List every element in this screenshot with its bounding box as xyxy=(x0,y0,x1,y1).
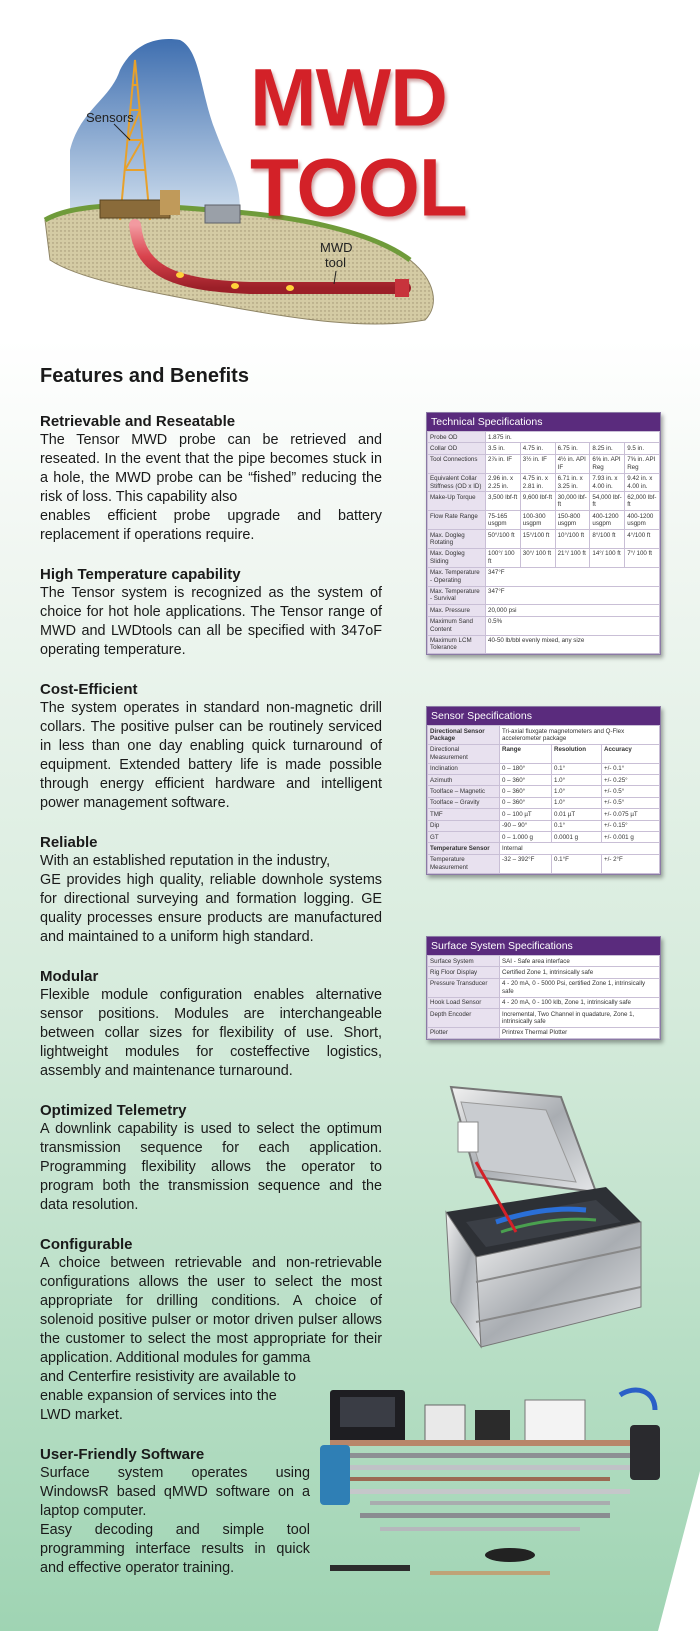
table-cell: Rig Floor Display xyxy=(428,967,500,978)
feature-heading: High Temperature capability xyxy=(40,566,241,583)
table-cell: 7.93 in. x 4.00 in. xyxy=(590,473,625,492)
table-cell: 15°/100 ft xyxy=(520,530,555,549)
mwd-tool-label: tool xyxy=(325,255,346,270)
table-cell: 150-800 usgpm xyxy=(555,511,590,530)
table-cell: 6.71 in. x 3.25 in. xyxy=(555,473,590,492)
table-cell: 400-1200 usgpm xyxy=(625,511,660,530)
table-row xyxy=(428,473,660,492)
table-cell: +/- 0.001 g xyxy=(602,832,660,843)
feature-text: The system operates in standard non-magnetic drill collars. The positive pulser can be routinely serviced in less than one day enabling quick turnaround of equipment. Extended battery life is made possible through energy efficient hardware and intelligent power management software. xyxy=(40,700,382,811)
table-row xyxy=(428,432,660,443)
table-cell: 6.75 in. xyxy=(555,443,590,454)
table-cell: 0 – 100 µT xyxy=(500,809,552,820)
table-cell: Inclination xyxy=(428,763,500,774)
table-row xyxy=(428,832,660,843)
table-cell: 54,000 lbf-ft xyxy=(590,492,625,511)
table-cell: 10°/100 ft xyxy=(555,530,590,549)
table-cell: 400-1200 usgpm xyxy=(590,511,625,530)
table-cell: Maximum Sand Content xyxy=(428,616,486,635)
table-cell: Hook Load Sensor xyxy=(428,997,500,1008)
feature-heading: User-Friendly Software xyxy=(40,1446,205,1463)
table-cell: Plotter xyxy=(428,1027,500,1038)
sensor-specifications-table xyxy=(426,706,661,875)
table-header-cell: Range xyxy=(500,744,552,763)
table-row xyxy=(428,763,660,774)
feature-text: The Tensor MWD probe can be retrieved and reseated. In the event that the pipe becomes stuck in a hole, the MWD probe can be “fished” reducing the risk of loss. This capability also xyxy=(40,432,382,505)
table-body xyxy=(428,956,660,1039)
table-cell: +/- 0.25° xyxy=(602,775,660,786)
table-cell: 4.75 in. xyxy=(520,443,555,454)
table-cell: 100°/ 100 ft xyxy=(486,548,521,567)
feature-high-temperature xyxy=(40,565,382,660)
feature-text: A downlink capability is used to select the optimum transmission sequence for each application. Programming flexibility allows the operator to program both the transmission sequence and the data resolution. xyxy=(40,1121,382,1213)
table-cell: 347°F xyxy=(486,567,660,586)
feature-heading: Modular xyxy=(40,968,99,985)
table-title: Technical Specifications xyxy=(427,413,660,431)
table-cell: -32 – 392°F xyxy=(500,854,552,873)
table-cell: 6⅝ in. API Reg xyxy=(590,454,625,473)
table-cell: 0 – 360° xyxy=(500,775,552,786)
table-cell: 0.0001 g xyxy=(552,832,602,843)
table-cell: 50°/100 ft xyxy=(486,530,521,549)
table-cell: 4°/100 ft xyxy=(625,530,660,549)
feature-modular xyxy=(40,967,382,1081)
table-body xyxy=(428,432,660,654)
table-cell: Toolface – Gravity xyxy=(428,797,500,808)
table-row xyxy=(428,511,660,530)
table-cell: Pressure Transducer xyxy=(428,978,500,997)
table-cell: Max. Temperature - Survival xyxy=(428,586,486,605)
table-cell: GT xyxy=(428,832,500,843)
table-cell: Max. Dogleg Sliding xyxy=(428,548,486,567)
table-cell: 2.96 in. x 2.25 in. xyxy=(486,473,521,492)
table-cell: Azimuth xyxy=(428,775,500,786)
table-cell: 3.5 in. xyxy=(486,443,521,454)
table-row xyxy=(428,548,660,567)
table-cell: 3,500 lbf-ft xyxy=(486,492,521,511)
table-row xyxy=(428,967,660,978)
table-title: Surface System Specifications xyxy=(427,937,660,955)
table-cell: Surface System xyxy=(428,956,500,967)
table-cell: 100-300 usgpm xyxy=(520,511,555,530)
table-cell: Max. Pressure xyxy=(428,605,486,616)
table-cell: Dip xyxy=(428,820,500,831)
table-cell: Tool Connections xyxy=(428,454,486,473)
table-header-row xyxy=(428,744,660,763)
table-cell: 8°/100 ft xyxy=(590,530,625,549)
table-cell: +/- 0.075 µT xyxy=(602,809,660,820)
table-cell: +/- 0.5° xyxy=(602,797,660,808)
table-cell: +/- 0.1° xyxy=(602,763,660,774)
feature-text: GE provides high quality, reliable downhole systems for directional surveying and formation logging. GE quality processes ensure products are manufactured and maintained to a uniform high standard. xyxy=(40,872,382,945)
feature-text: enables efficient probe upgrade and battery replacement if operations require. xyxy=(40,508,382,543)
table-title: Sensor Specifications xyxy=(427,707,660,725)
table-cell: Internal xyxy=(500,843,660,854)
table-cell: Max. Dogleg Rotating xyxy=(428,530,486,549)
feature-retrievable xyxy=(40,412,382,545)
feature-optimized-telemetry xyxy=(40,1101,382,1215)
feature-text: and Centerfire resistivity are available to enable expansion of services into the LWD market. xyxy=(40,1369,296,1423)
table-row xyxy=(428,997,660,1008)
table-cell: 4 - 20 mA, 0 - 100 klb, Zone 1, intrinsically safe xyxy=(500,997,660,1008)
table-cell: +/- 2°F xyxy=(602,854,660,873)
feature-text: With an established reputation in the industry, xyxy=(40,853,331,869)
table-row xyxy=(428,843,660,854)
table-row xyxy=(428,956,660,967)
technical-specifications-table xyxy=(426,412,661,655)
table-cell: +/- 0.15° xyxy=(602,820,660,831)
table-cell: 4.75 in. x 2.81 in. xyxy=(520,473,555,492)
page-title: MWD TOOL xyxy=(250,52,467,233)
table-cell: 4½ in. API IF xyxy=(555,454,590,473)
section-heading: Features and Benefits xyxy=(40,365,249,387)
table-cell: 347°F xyxy=(486,586,660,605)
table-cell: Toolface – Magnetic xyxy=(428,786,500,797)
table-cell: 0.01 µT xyxy=(552,809,602,820)
table-cell: 9.5 in. xyxy=(625,443,660,454)
feature-text: Surface system operates using WindowsR based qMWD software on a laptop computer. xyxy=(40,1465,310,1519)
table-cell: 2⅞ in. IF xyxy=(486,454,521,473)
mwd-label: MWD xyxy=(320,240,353,255)
table-cell: 21°/ 100 ft xyxy=(555,548,590,567)
table-cell: 0.1°F xyxy=(552,854,602,873)
table-cell: 20,000 psi xyxy=(486,605,660,616)
table-row xyxy=(428,586,660,605)
table-cell: 30,000 lbf-ft xyxy=(555,492,590,511)
table-cell: SAI - Safe area interface xyxy=(500,956,660,967)
table-cell: Make-Up Torque xyxy=(428,492,486,511)
table-cell: 9,600 lbf-ft xyxy=(520,492,555,511)
table-cell: 3½ in. IF xyxy=(520,454,555,473)
table-cell: Max. Temperature - Operating xyxy=(428,567,486,586)
table-cell: -90 – 90° xyxy=(500,820,552,831)
table-cell: 1.0° xyxy=(552,786,602,797)
surface-system-specifications-table xyxy=(426,936,661,1040)
table-row xyxy=(428,454,660,473)
table-cell: 1.875 in. xyxy=(486,432,660,443)
table-cell: 9.42 in. x 4.00 in. xyxy=(625,473,660,492)
feature-heading: Cost-Efficient xyxy=(40,681,138,698)
table-header-cell: Accuracy xyxy=(602,744,660,763)
table-cell: Tri-axial fluxgate magnetometers and Q-Flex accelerometer package xyxy=(500,726,660,745)
table-row xyxy=(428,635,660,654)
mwd-tool-kit-photo xyxy=(310,1385,675,1585)
table-cell: Directional Sensor Package xyxy=(428,726,500,745)
table-cell: Equivalent Collar Stiffness (OD x ID) xyxy=(428,473,486,492)
table-cell: Printrex Thermal Plotter xyxy=(500,1027,660,1038)
feature-heading: Retrievable and Reseatable xyxy=(40,413,236,430)
table-row xyxy=(428,775,660,786)
feature-heading: Configurable xyxy=(40,1236,133,1253)
feature-text: Easy decoding and simple tool programming interface results in quick and effective operator training. xyxy=(40,1522,310,1576)
table-cell: 7°/ 100 ft xyxy=(625,548,660,567)
sensors-label: Sensors xyxy=(86,110,134,125)
table-row xyxy=(428,1027,660,1038)
table-row xyxy=(428,726,660,745)
table-header-cell: Directional Measurement xyxy=(428,744,500,763)
feature-text: A choice between retrievable and non-retrievable configurations allows the user to select the most appropriate for drilling conditions. A choice of solenoid positive pulser or motor driven pulser allows the customer to select the most appropriate for their application. Additional modules for gamma xyxy=(40,1255,382,1366)
table-cell: Incremental, Two Channel in quadature, Zone 1, intrinsically safe xyxy=(500,1009,660,1028)
table-cell: 8.25 in. xyxy=(590,443,625,454)
table-cell: 0.5% xyxy=(486,616,660,635)
table-row xyxy=(428,605,660,616)
feature-cost-efficient xyxy=(40,680,382,813)
table-row xyxy=(428,820,660,831)
table-row xyxy=(428,797,660,808)
table-cell: 0.1° xyxy=(552,820,602,831)
table-cell: Temperature Measurement xyxy=(428,854,500,873)
table-row xyxy=(428,786,660,797)
table-row xyxy=(428,443,660,454)
table-cell: 40-50 lb/bbl evenly mixed, any size xyxy=(486,635,660,654)
table-cell: 4 - 20 mA, 0 - 5000 Psi, certified Zone 1, intrinsically safe xyxy=(500,978,660,997)
table-row xyxy=(428,809,660,820)
table-cell: 14°/ 100 ft xyxy=(590,548,625,567)
feature-text: The Tensor system is recognized as the system of choice for hot hole applications. The Tensor range of MWD and LWDtools can all be specified with 347oF operating temperature. xyxy=(40,585,382,658)
table-row xyxy=(428,492,660,511)
feature-reliable xyxy=(40,833,382,947)
table-row xyxy=(428,854,660,873)
table-cell: 7⅝ in. API Reg xyxy=(625,454,660,473)
table-row xyxy=(428,1009,660,1028)
table-cell: Probe OD xyxy=(428,432,486,443)
surface-system-case-photo xyxy=(436,1082,651,1362)
table-cell: Flow Rate Range xyxy=(428,511,486,530)
table-cell: 0 – 360° xyxy=(500,786,552,797)
table-cell: 1.0° xyxy=(552,775,602,786)
table-cell: 1.0° xyxy=(552,797,602,808)
table-cell: 62,000 lbf-ft xyxy=(625,492,660,511)
feature-heading: Optimized Telemetry xyxy=(40,1102,187,1119)
table-cell: 0 – 360° xyxy=(500,797,552,808)
table-cell: 30°/ 100 ft xyxy=(520,548,555,567)
feature-heading: Reliable xyxy=(40,834,98,851)
table-cell: +/- 0.5° xyxy=(602,786,660,797)
table-cell: Collar OD xyxy=(428,443,486,454)
table-cell: Certified Zone 1, intrinsically safe xyxy=(500,967,660,978)
table-header-cell: Resolution xyxy=(552,744,602,763)
feature-text: Flexible module configuration enables alternative sensor positions. Modules are interchangeable between collar sizes for flexibility of use. Short, lightweight modules for costeffective logistics, assembly and maintenance turnaround. xyxy=(40,987,382,1079)
table-cell: Depth Encoder xyxy=(428,1009,500,1028)
table-cell: Temperature Sensor xyxy=(428,843,500,854)
table-row xyxy=(428,567,660,586)
table-cell: 0 – 180° xyxy=(500,763,552,774)
table-row xyxy=(428,530,660,549)
table-body xyxy=(428,763,660,843)
table-cell: Maximum LCM Tolerance xyxy=(428,635,486,654)
table-row xyxy=(428,978,660,997)
table-cell: TMF xyxy=(428,809,500,820)
table-row xyxy=(428,616,660,635)
table-cell: 75-165 usgpm xyxy=(486,511,521,530)
table-cell: 0.1° xyxy=(552,763,602,774)
table-cell: 0 – 1.000 g xyxy=(500,832,552,843)
